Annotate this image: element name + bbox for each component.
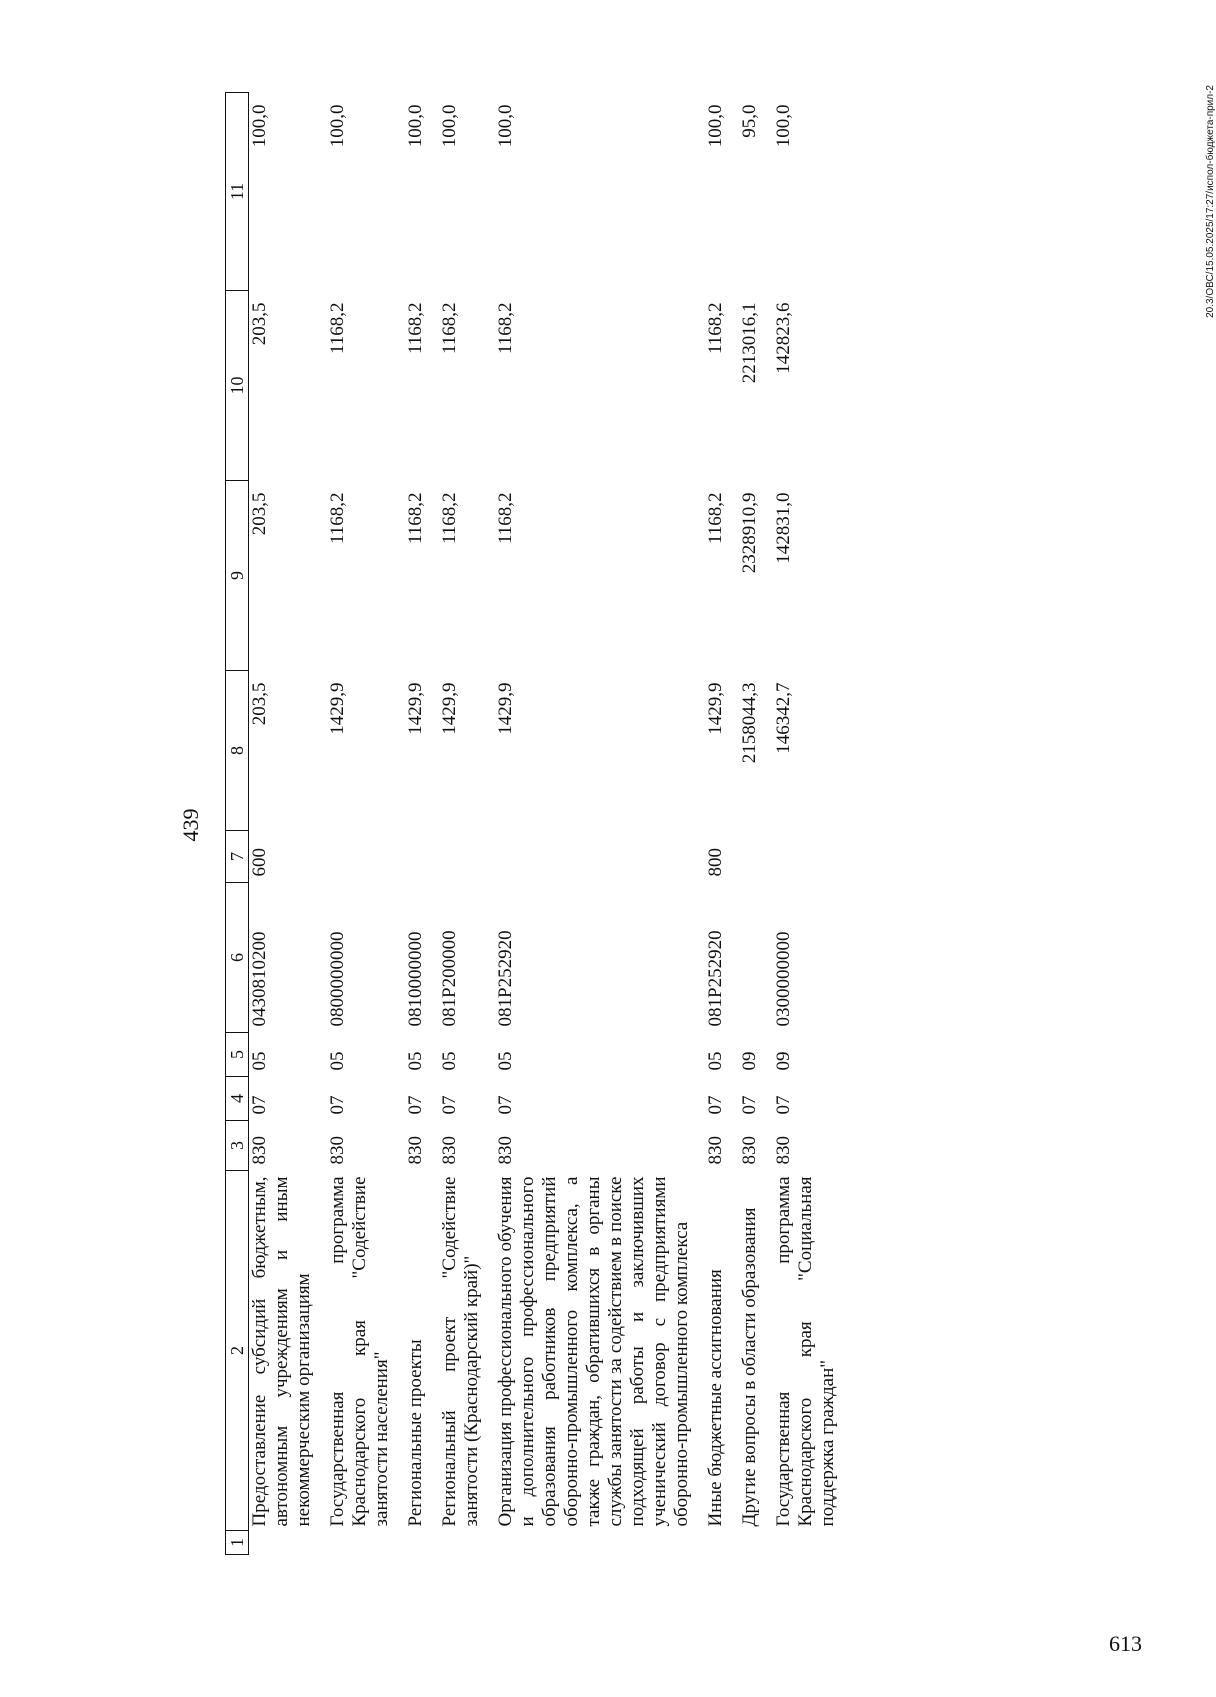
expense-type-code bbox=[771, 831, 849, 883]
value-col-8: 1429,9 bbox=[439, 682, 460, 735]
column-header: 5 bbox=[226, 1033, 249, 1077]
value-col-11: 100,0 bbox=[495, 104, 516, 148]
subsection-code: 09 bbox=[773, 1051, 794, 1071]
table-row bbox=[493, 93, 703, 1555]
ministry-code: 830 bbox=[705, 1136, 726, 1165]
column-header: 7 bbox=[226, 831, 249, 883]
target-code: 081Р200000 bbox=[439, 930, 460, 1027]
column-header: 11 bbox=[226, 93, 249, 291]
table-row bbox=[737, 93, 771, 1555]
value-col-8: 203,5 bbox=[249, 682, 270, 726]
section-code: 07 bbox=[327, 1095, 348, 1115]
value-col-9: 1168,2 bbox=[439, 492, 460, 545]
value-col-11: 100,0 bbox=[327, 104, 348, 148]
value-col-9: 2328910,9 bbox=[739, 492, 760, 574]
page-number-top: 439 bbox=[178, 808, 203, 842]
ministry-code: 830 bbox=[405, 1136, 426, 1165]
value-col-9: 1168,2 bbox=[495, 492, 516, 545]
item-name: Региональные проекты bbox=[405, 1339, 426, 1527]
subsection-code: 05 bbox=[405, 1051, 426, 1071]
column-header: 9 bbox=[226, 481, 249, 671]
value-col-8: 1429,9 bbox=[495, 682, 516, 735]
expense-type-code: 800 bbox=[705, 848, 726, 877]
item-name: Иные бюджетные ассигнования bbox=[705, 1269, 726, 1527]
expense-type-code bbox=[403, 831, 437, 883]
table-row bbox=[403, 93, 437, 1555]
target-code: 0430810200 bbox=[249, 931, 270, 1027]
row-number bbox=[249, 1531, 326, 1555]
ministry-code: 830 bbox=[249, 1136, 270, 1165]
row-number bbox=[703, 1531, 737, 1555]
table-row bbox=[325, 93, 403, 1555]
value-col-11: 100,0 bbox=[249, 104, 270, 148]
ministry-code: 830 bbox=[739, 1136, 760, 1165]
item-name: Региональный проект "Содействие занятости (Краснодарский край)" bbox=[439, 1176, 482, 1527]
row-number bbox=[437, 1531, 493, 1555]
ministry-code: 830 bbox=[773, 1136, 794, 1165]
item-name: Предоставление субсидий бюджетным, автономным учреждениям и иным некоммерческим организациям bbox=[249, 1176, 314, 1527]
section-code: 07 bbox=[705, 1095, 726, 1115]
value-col-8: 146342,7 bbox=[773, 682, 794, 754]
column-header: 3 bbox=[226, 1121, 249, 1171]
value-col-9: 1168,2 bbox=[405, 492, 426, 545]
value-col-11: 95,0 bbox=[739, 104, 760, 138]
value-col-10: 1168,2 bbox=[495, 302, 516, 355]
table-row bbox=[703, 93, 737, 1555]
row-number bbox=[771, 1531, 849, 1555]
value-col-10: 142823,6 bbox=[773, 302, 794, 374]
value-col-9: 1168,2 bbox=[327, 492, 348, 545]
subsection-code: 05 bbox=[327, 1051, 348, 1071]
row-number bbox=[493, 1531, 703, 1555]
ministry-code: 830 bbox=[495, 1136, 516, 1165]
page-number-bottom: 613 bbox=[1109, 1631, 1142, 1656]
value-col-11: 100,0 bbox=[705, 104, 726, 148]
target-code: 081Р252920 bbox=[495, 930, 516, 1027]
target-code: 0300000000 bbox=[773, 931, 794, 1027]
row-number bbox=[737, 1531, 771, 1555]
rotated-page bbox=[120, 75, 1216, 1575]
expense-type-code bbox=[325, 831, 403, 883]
expense-type-code bbox=[737, 831, 771, 883]
document-reference-note: 20.3/ОВС/15.05.2025/17:27/испол-бюджета-прил-2 bbox=[1205, 85, 1216, 318]
column-header: 1 bbox=[226, 1531, 249, 1555]
expense-type-code bbox=[437, 831, 493, 883]
value-col-9: 203,5 bbox=[249, 492, 270, 536]
target-code bbox=[737, 883, 771, 1033]
subsection-code: 05 bbox=[249, 1051, 270, 1071]
subsection-code: 09 bbox=[739, 1051, 760, 1071]
value-col-8: 1429,9 bbox=[327, 682, 348, 735]
expense-type-code: 600 bbox=[249, 848, 270, 877]
row-number bbox=[403, 1531, 437, 1555]
section-code: 07 bbox=[773, 1095, 794, 1115]
value-col-8: 1429,9 bbox=[405, 682, 426, 735]
item-name: Другие вопросы в области образования bbox=[739, 1207, 760, 1527]
subsection-code: 05 bbox=[439, 1051, 460, 1071]
value-col-10: 1168,2 bbox=[327, 302, 348, 355]
value-col-9: 142831,0 bbox=[773, 492, 794, 564]
target-code: 0810000000 bbox=[405, 931, 426, 1027]
column-header: 2 bbox=[226, 1171, 249, 1531]
table-row bbox=[437, 93, 493, 1555]
value-col-8: 1429,9 bbox=[705, 682, 726, 735]
ministry-code: 830 bbox=[439, 1136, 460, 1165]
table-row bbox=[771, 93, 849, 1555]
value-col-10: 1168,2 bbox=[705, 302, 726, 355]
budget-table bbox=[225, 92, 849, 1555]
expense-type-code bbox=[493, 831, 703, 883]
section-code: 07 bbox=[495, 1095, 516, 1115]
section-code: 07 bbox=[439, 1095, 460, 1115]
target-code: 0800000000 bbox=[327, 931, 348, 1027]
column-header: 6 bbox=[226, 883, 249, 1033]
item-name: Государственная программа Краснодарского края "Содействие занятости населения" bbox=[327, 1176, 392, 1527]
value-col-11: 100,0 bbox=[405, 104, 426, 148]
value-col-11: 100,0 bbox=[773, 104, 794, 148]
value-col-8: 2158044,3 bbox=[739, 682, 760, 764]
table-header-row bbox=[226, 93, 249, 1555]
column-header: 8 bbox=[226, 671, 249, 831]
target-code: 081Р252920 bbox=[705, 930, 726, 1027]
subsection-code: 05 bbox=[495, 1051, 516, 1071]
column-header: 4 bbox=[226, 1077, 249, 1121]
section-code: 07 bbox=[405, 1095, 426, 1115]
table-row bbox=[249, 93, 326, 1555]
item-name: Организация профессионального обучения и дополнительного профессионального образования работников предприятий оборонно-промышленного комплекса, а также граждан, обратившихся в органы службы занятости за содействием в поиске подходящей работы и заключивших ученический договор с предприятиями оборонно-промышленного комплекса bbox=[495, 1176, 692, 1527]
subsection-code: 05 bbox=[705, 1051, 726, 1071]
value-col-10: 2213016,1 bbox=[739, 302, 760, 384]
ministry-code: 830 bbox=[327, 1136, 348, 1165]
row-number bbox=[325, 1531, 403, 1555]
value-col-9: 1168,2 bbox=[705, 492, 726, 545]
item-name: Государственная программа Краснодарского края "Социальная поддержка граждан" bbox=[773, 1176, 838, 1527]
value-col-10: 1168,2 bbox=[405, 302, 426, 355]
value-col-10: 1168,2 bbox=[439, 302, 460, 355]
value-col-10: 203,5 bbox=[249, 302, 270, 346]
section-code: 07 bbox=[739, 1095, 760, 1115]
value-col-11: 100,0 bbox=[439, 104, 460, 148]
section-code: 07 bbox=[249, 1095, 270, 1115]
column-header: 10 bbox=[226, 291, 249, 481]
